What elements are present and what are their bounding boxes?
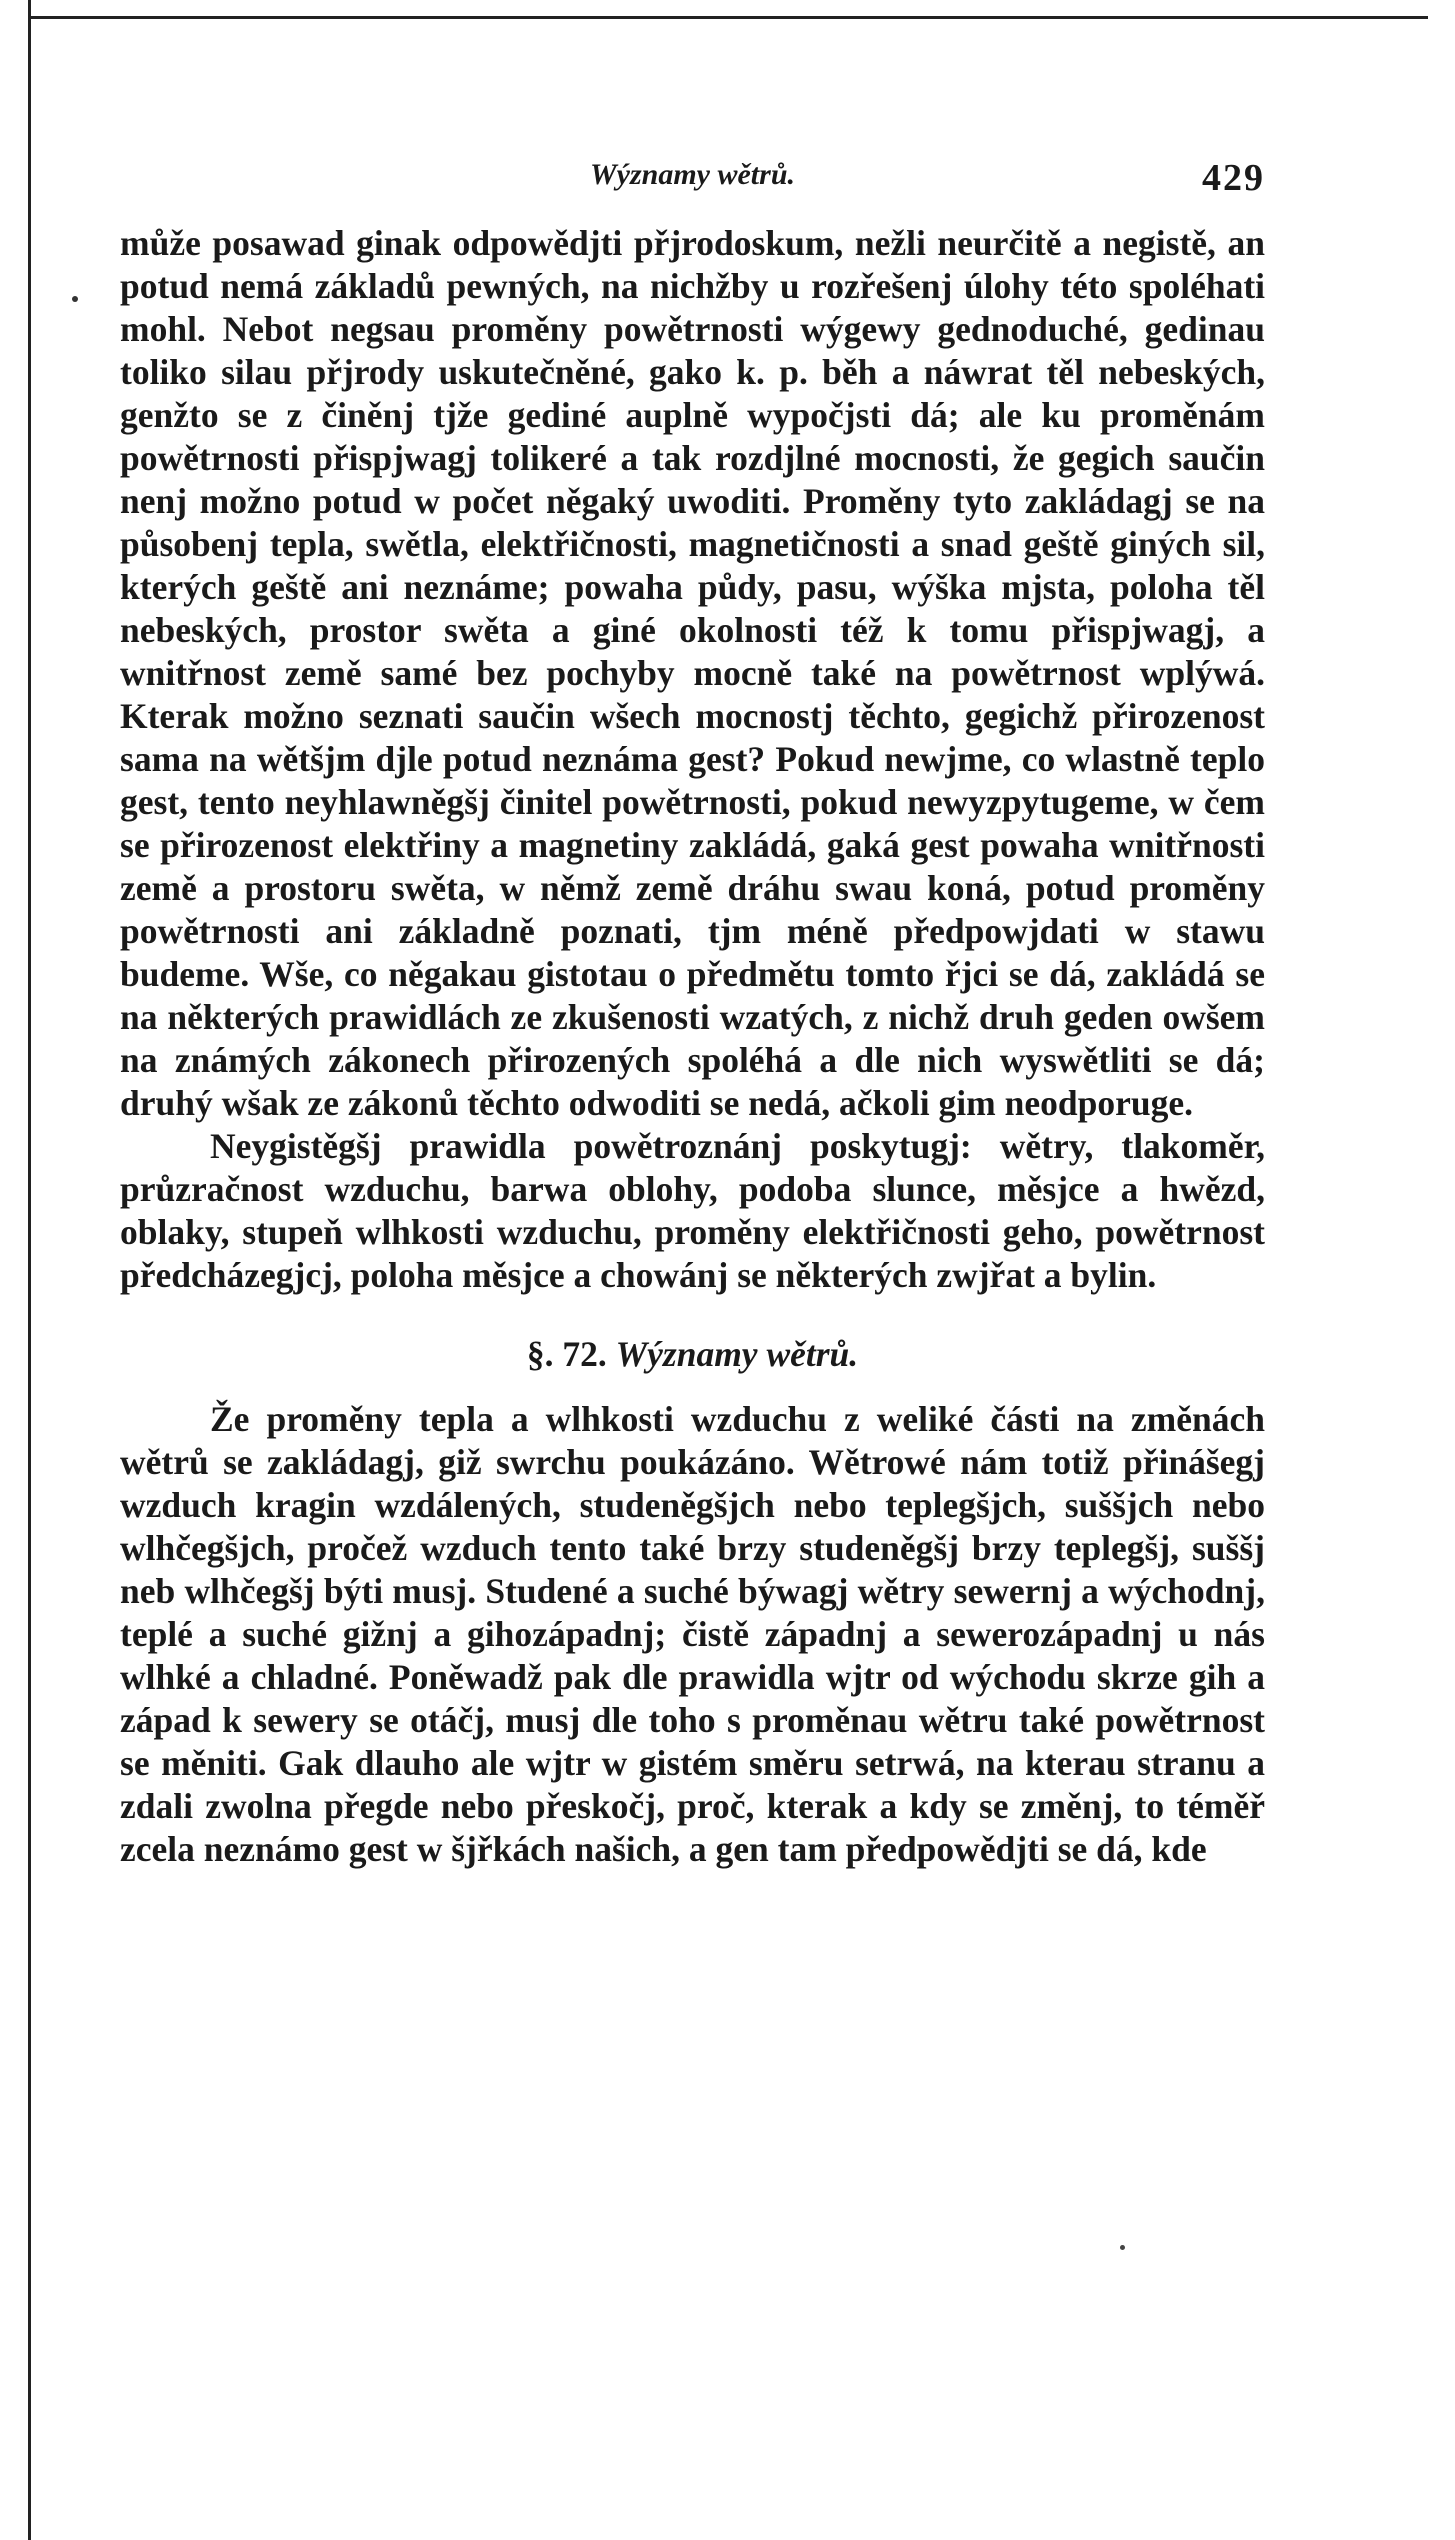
page-number: 429 (1202, 157, 1265, 199)
margin-mark (72, 296, 78, 302)
section-title: Wýznamy wětrů. (615, 1334, 859, 1374)
section-number: §. 72. (526, 1334, 607, 1374)
page-end-mark (1120, 2245, 1125, 2250)
running-title: Wýznamy wětrů. (589, 158, 796, 191)
book-page (120, 150, 1265, 1871)
running-head (120, 150, 1265, 210)
section-heading (120, 1333, 1265, 1376)
scan-border-top (28, 0, 1428, 19)
paragraph-winds: Že proměny tepla a wlhkosti wzduchu z weliké části na změnách wětrů se zakládagj, giž swrchu poukázáno. Wětrowé nám totiž přinášegj wzduch kragin wzdálených, studeněgšjch nebo teplegšjch, suššjch nebo wlhčegšjch, pročež wzduch tento také brzy studeněgšj brzy teplegšj, suššj neb wlhčegšj býti musj. Studené a suché býwagj wětry sewernj a wýchodnj, teplé a suché gižnj a gihozápadnj; čistě západnj a sewerozápadnj u nás wlhké a chladné. Poněwadž pak dle prawidla wjtr od wýchodu skrze gih a západ k sewerу se otáčj, musj dle toho s proměnau wětru také powětrnost se měniti. Gak dlauho ale wjtr w gistém směru setrwá, na kterau stranu a zdali zwolna přegde nebo přeskočj, proč, kterak a kdy se změnj, to téměř zcela neznámo gest w šjřkách našich, a gen tam předpowědjti se dá, kde (120, 1399, 1265, 1869)
scan-border-left (28, 0, 31, 2540)
paragraph-rules: Neygistěgšj prawidla powětroznánj poskytugj: wětry, tlakoměr, průzračnost wzduchu, barwa oblohy, podoba slunce, měsjce a hwězd, oblaky, stupeň wlhkosti wzduchu, proměny elektřičnosti geho, powětrnost předcházegjcj, poloha měsjce a chowánj se některých zwjřat a bylin. (120, 1126, 1265, 1295)
paragraph-continuation: může posawad ginak odpowědjti přjrodoskum, nežli neurčitě a negistě, an potud nemá základů pewných, na nichžby u rozřešenj úlohy této spoléhati mohl. Nebot negsau proměny powětrnosti wýgewy gednoduché, gedinau toliko silau přjrody uskutečněné, gako k. p. běh a náwrat těl nebeských, genžto se z činěnj tjže gediné auplně wypočjsti dá; ale ku proměnám powětrnosti přispjwagj tolikeré a tak rozdjlné mocnosti, že gegich saučin nenj možno potud w počet něgaký uwoditi. Proměny tyto zakládagj se na působenj tepla, swětla, elektřičnosti, magnetičnosti a snad geště giných sil, kterých geště ani neznáme; powaha půdy, pasu, wýška mjsta, poloha těl nebeských, prostor swěta a giné okolnosti též k tomu přispjwagj, a wnitřnost země samé bez pochyby mocně také na powětrnost wplýwá. Kterak možno seznati saučin wšech mocnostj těchto, gegichž přirozenost sama na wětšjm djle potud neznáma gest? Pokud newjme, co wlastně teplo gest, tento neyhlawněgšj činitel powětrnosti, pokud newyzpytugeme, w čem se přirozenost elektřiny a magnetiny zakládá, gaká gest powaha wnitřnosti země a prostoru swěta, w němž země dráhu swau koná, potud proměny powětrnosti ani základně poznati, tjm méně předpowjdati w stawu budeme. Wše, co něgakau gistotau o předmětu tomto řjci se dá, zakládá se na některých prawidlách ze zkušenosti wzatých, z nichž druh geden owšem na známých zákonech přirozených spoléhá a dle nich wyswětliti se dá; druhý wšak ze zákonů těchto odwoditi se nedá, ačkoli gim neodporuge. (120, 223, 1265, 1123)
